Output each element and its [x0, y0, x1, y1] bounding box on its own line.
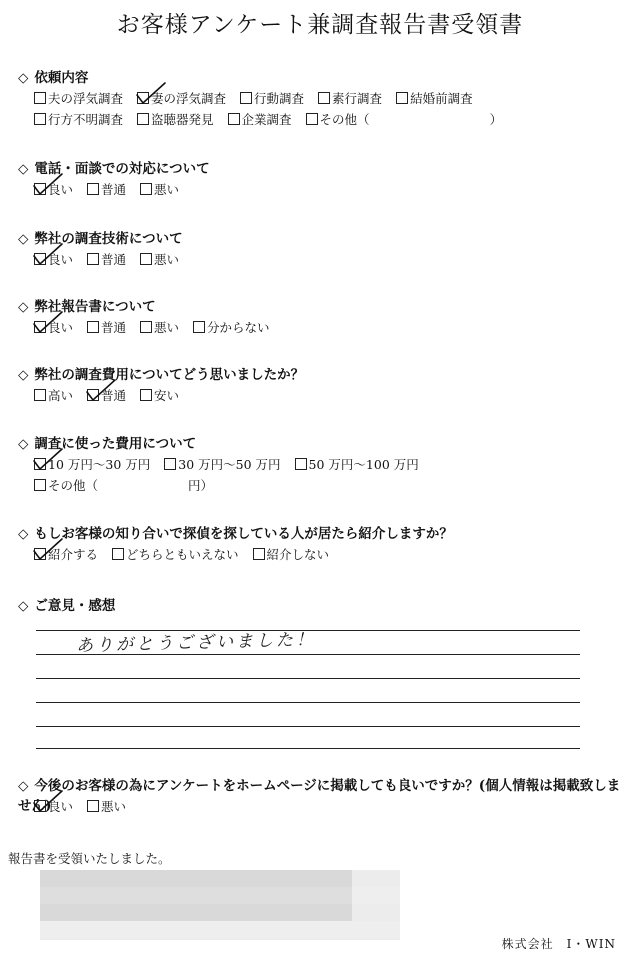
checkbox[interactable] [34, 92, 46, 104]
diamond-marker: ◇ [18, 436, 29, 452]
section-cost [18, 434, 628, 496]
diamond-marker: ◇ [18, 526, 29, 542]
option-label: 50 万円～100 万円 [308, 457, 419, 472]
checkbox-option[interactable] [34, 249, 73, 270]
checkbox-option[interactable] [140, 179, 179, 200]
option-label: その他（ [48, 478, 99, 493]
option-label: 高い [48, 388, 74, 403]
checkbox-option[interactable] [193, 317, 270, 338]
option-label: 紹介しない [266, 547, 330, 562]
checkbox[interactable] [87, 253, 99, 265]
checkbox-option[interactable] [34, 796, 73, 817]
section-request [18, 68, 628, 130]
option-row [18, 109, 628, 130]
option-label: 安い [154, 388, 180, 403]
option-label: 企業調査 [241, 112, 292, 127]
checkbox-option[interactable] [295, 454, 419, 475]
diamond-marker: ◇ [18, 161, 29, 177]
section-tech [18, 229, 628, 270]
section-report [18, 297, 628, 338]
option-label: 行方不明調査 [48, 112, 124, 127]
heading-text: 電話・面談での対応について [34, 161, 210, 177]
option-label: 紹介する [48, 547, 99, 562]
checkbox[interactable] [140, 253, 152, 265]
section-heading [18, 365, 628, 385]
section-heading [18, 229, 628, 249]
checkbox[interactable] [253, 548, 265, 560]
company-name: 株式会社 I・WIN [501, 937, 616, 951]
checkbox[interactable] [34, 113, 46, 125]
checkbox-option[interactable] [140, 249, 179, 270]
checkbox-option[interactable] [87, 179, 126, 200]
option-row [18, 475, 628, 496]
checkbox[interactable] [87, 800, 99, 812]
section-heading [18, 596, 628, 616]
option-row [18, 317, 628, 338]
heading-text: 弊社の調査費用についてどう思いましたか？ [34, 367, 305, 383]
option-row [18, 88, 628, 109]
checkbox-option[interactable] [140, 385, 179, 406]
option-label: 分からない [207, 320, 270, 335]
diamond-marker: ◇ [18, 70, 29, 86]
option-label: 良い [48, 182, 74, 197]
heading-text: 弊社の調査技術について [34, 231, 183, 247]
comment-lines [36, 622, 580, 752]
option-label: 普通 [101, 182, 127, 197]
checkbox-option[interactable] [112, 544, 239, 565]
section-phone [18, 159, 628, 200]
checkbox[interactable] [193, 321, 205, 333]
option-label: 行動調査 [254, 91, 305, 106]
checkbox[interactable] [164, 458, 176, 470]
checkbox-option[interactable] [34, 385, 73, 406]
heading-text: もしお客様の知り合いで探偵を探している人が居たら紹介しますか？ [34, 526, 453, 542]
heading-text: 調査に使った費用について [34, 436, 197, 452]
section-heading [18, 297, 628, 317]
document-title: お客様アンケート兼調査報告書受領書 [116, 12, 524, 38]
heading-text: 弊社報告書について [34, 299, 156, 315]
checkbox[interactable] [87, 321, 99, 333]
option-label: 良い [48, 799, 74, 814]
checkbox[interactable] [240, 92, 252, 104]
option-label: 悪い [101, 799, 127, 814]
section-fee [18, 365, 628, 406]
option-label: 素行調査 [332, 91, 383, 106]
option-row [18, 796, 628, 817]
checkbox[interactable] [140, 183, 152, 195]
option-label: 悪い [154, 252, 180, 267]
checkbox[interactable] [34, 389, 46, 401]
checkbox-option[interactable] [396, 88, 473, 109]
section-heading [18, 524, 628, 544]
checkbox-option[interactable] [34, 475, 213, 496]
checkbox-option[interactable] [34, 109, 123, 130]
checkbox[interactable] [228, 113, 240, 125]
option-label: 妻の浮気調査 [151, 91, 227, 106]
option-label: 普通 [101, 388, 127, 403]
checkbox-option[interactable] [137, 109, 214, 130]
section-publish [18, 776, 628, 817]
checkbox[interactable] [34, 321, 46, 333]
checkbox[interactable] [137, 113, 149, 125]
section-comment [18, 596, 628, 616]
checkbox[interactable] [87, 389, 99, 401]
section-referral [18, 524, 628, 565]
checkbox[interactable] [318, 92, 330, 104]
option-row [18, 179, 628, 200]
diamond-marker: ◇ [18, 299, 29, 315]
option-label: 普通 [101, 252, 127, 267]
checkbox[interactable] [34, 800, 46, 812]
option-row [18, 385, 628, 406]
diamond-marker: ◇ [18, 778, 29, 794]
checkbox[interactable] [34, 458, 46, 470]
checkbox[interactable] [295, 458, 307, 470]
option-suffix: 円） [188, 478, 214, 493]
diamond-marker: ◇ [18, 367, 29, 383]
option-row [18, 249, 628, 270]
option-suffix: ） [489, 112, 503, 127]
option-label: どちらともいえない [126, 547, 239, 562]
section-heading [18, 68, 628, 88]
section-heading [18, 434, 628, 454]
option-label: その他（ [319, 112, 370, 127]
checkbox-option[interactable] [34, 317, 73, 338]
checkbox-option[interactable] [34, 544, 98, 565]
checkbox[interactable] [34, 548, 46, 560]
checkbox[interactable] [306, 113, 318, 125]
heading-text: 依頼内容 [34, 70, 89, 86]
checkbox[interactable] [34, 183, 46, 195]
option-row [18, 454, 628, 475]
checkbox-option[interactable] [87, 249, 126, 270]
checkbox-option[interactable] [164, 454, 280, 475]
option-label: 普通 [101, 320, 127, 335]
option-label: 30 万円～50 万円 [178, 457, 281, 472]
handwritten-comment: ありがとうございました！ [75, 629, 317, 657]
checkbox-option[interactable] [240, 88, 304, 109]
option-label: 悪い [154, 182, 180, 197]
checkbox-option[interactable] [253, 544, 330, 565]
checkbox-option[interactable] [137, 88, 226, 109]
checkbox-option[interactable] [87, 317, 126, 338]
checkbox[interactable] [140, 389, 152, 401]
option-label: 良い [48, 320, 74, 335]
checkbox-option[interactable] [87, 385, 126, 406]
option-row [18, 544, 628, 565]
checkbox-option[interactable] [318, 88, 382, 109]
checkbox-option[interactable] [34, 454, 150, 475]
checkbox[interactable] [34, 479, 46, 491]
option-label: 結婚前調査 [410, 91, 473, 106]
option-label: 10 万円～30 万円 [48, 457, 151, 472]
checkbox[interactable] [137, 92, 149, 104]
heading-text: 今後のお客様の為にアンケートをホームページに掲載しても良いですか？(個人情報は掲載致しません) [18, 778, 621, 814]
checkbox[interactable] [112, 548, 124, 560]
option-label: 夫の浮気調査 [48, 91, 124, 106]
checkbox[interactable] [396, 92, 408, 104]
checkbox-option[interactable] [306, 109, 503, 130]
checkbox-option[interactable] [228, 109, 292, 130]
checkbox-option[interactable] [140, 317, 179, 338]
section-heading [18, 159, 628, 179]
option-label: 良い [48, 252, 74, 267]
heading-text: ご意見・感想 [34, 598, 116, 614]
option-label: 悪い [154, 320, 180, 335]
redacted-signature [40, 870, 400, 940]
receipt-statement: 報告書を受領いたしました。 [8, 851, 171, 866]
diamond-marker: ◇ [18, 598, 29, 614]
checkbox[interactable] [87, 183, 99, 195]
diamond-marker: ◇ [18, 231, 29, 247]
option-label: 盗聴器発見 [151, 112, 214, 127]
checkbox-option[interactable] [87, 796, 126, 817]
checkbox[interactable] [34, 253, 46, 265]
checkbox-option[interactable] [34, 88, 123, 109]
checkbox[interactable] [140, 321, 152, 333]
checkbox-option[interactable] [34, 179, 73, 200]
